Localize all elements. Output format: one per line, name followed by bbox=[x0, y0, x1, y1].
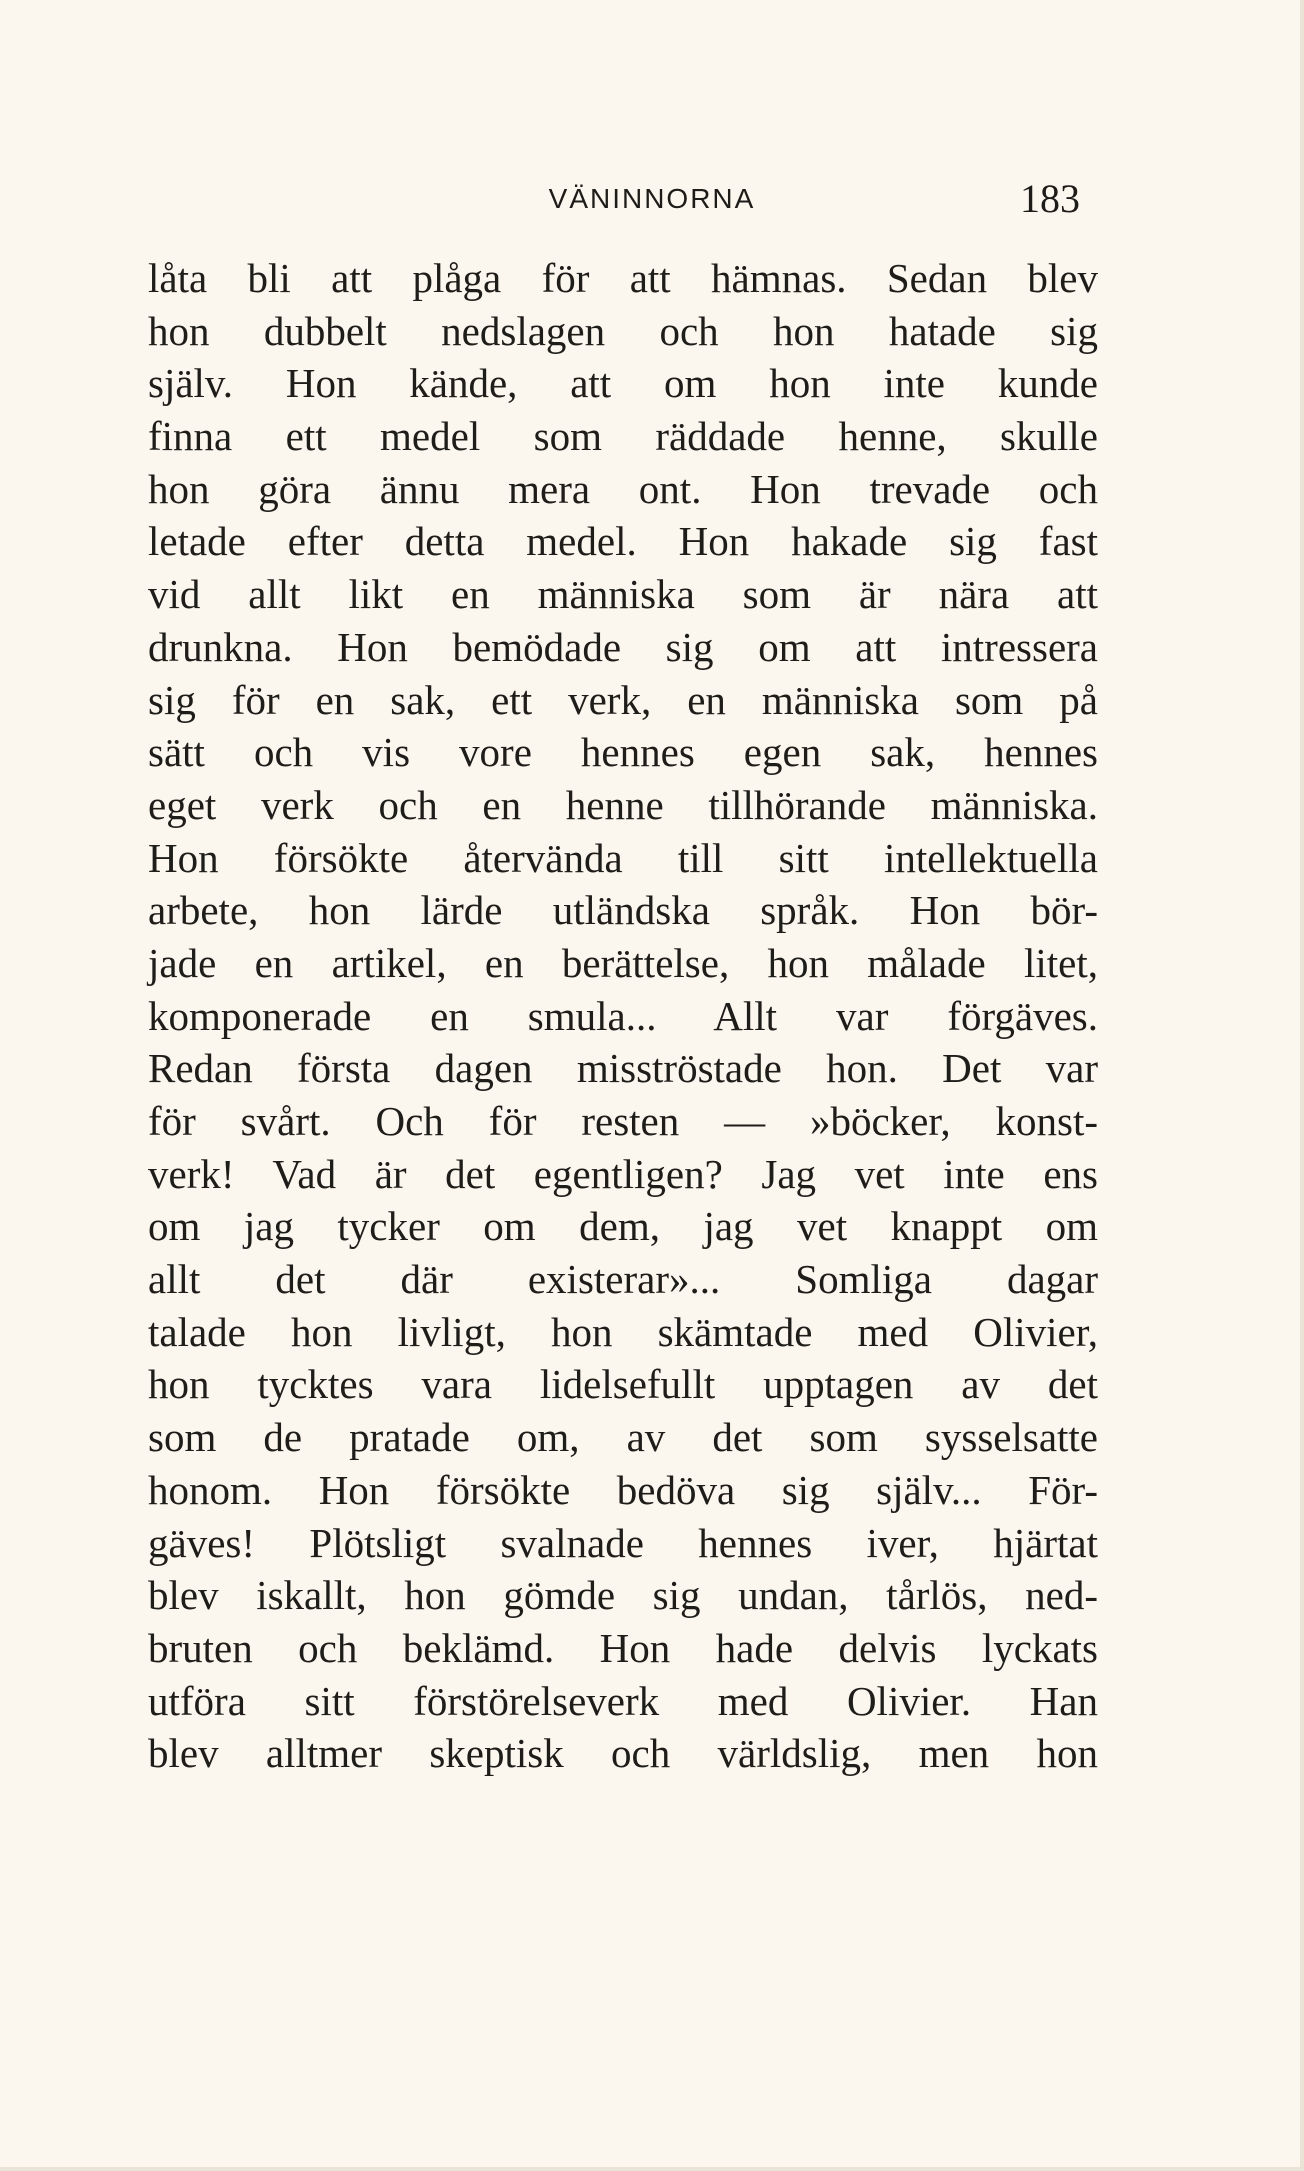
text-line: arbete, hon lärde utländska språk. Hon bör- bbox=[148, 887, 1098, 934]
text-line: hon tycktes vara lidelsefullt upptagen av det bbox=[148, 1361, 1098, 1408]
text-line: letade efter detta medel. Hon hakade sig fast bbox=[148, 518, 1098, 565]
page-number: 183 bbox=[1020, 176, 1080, 221]
text-line: om jag tycker om dem, jag vet knappt om bbox=[148, 1203, 1098, 1250]
text-line: blev iskallt, hon gömde sig undan, tårlös, ned- bbox=[148, 1572, 1098, 1619]
text-line: eget verk och en henne tillhörande människa. bbox=[148, 781, 1098, 828]
body-text bbox=[148, 252, 1098, 1780]
text-line: allt det där existerar»... Somliga dagar bbox=[148, 1256, 1098, 1303]
text-line: jade en artikel, en berättelse, hon målade litet, bbox=[148, 939, 1098, 986]
text-line: hon dubbelt nedslagen och hon hatade sig bbox=[148, 307, 1098, 354]
chapter-title: VÄNINNORNA bbox=[548, 183, 756, 214]
text-line: sätt och vis vore hennes egen sak, hennes bbox=[148, 729, 1098, 776]
text-line: sig för en sak, ett verk, en människa som på bbox=[148, 676, 1098, 723]
text-line: gäves! Plötsligt svalnade hennes iver, hjärtat bbox=[148, 1519, 1098, 1566]
text-line: finna ett medel som räddade henne, skulle bbox=[148, 413, 1098, 460]
text-line: utföra sitt förstörelseverk med Olivier. Han bbox=[148, 1677, 1098, 1724]
text-line: verk! Vad är det egentligen? Jag vet inte ens bbox=[148, 1150, 1098, 1197]
text-line: honom. Hon försökte bedöva sig själv... För- bbox=[148, 1466, 1098, 1513]
text-line: vid allt likt en människa som är nära att bbox=[148, 571, 1098, 618]
text-line: talade hon livligt, hon skämtade med Olivier, bbox=[148, 1308, 1098, 1355]
text-line: själv. Hon kände, att om hon inte kunde bbox=[148, 360, 1098, 407]
text-line: drunkna. Hon bemödade sig om att intressera bbox=[148, 623, 1098, 670]
text-line: låta bli att plåga för att hämnas. Sedan blev bbox=[148, 255, 1098, 301]
text-line: blev alltmer skeptisk och världslig, men hon bbox=[148, 1730, 1098, 1777]
text-line: Redan första dagen misströstade hon. Det var bbox=[148, 1045, 1098, 1092]
text-line: som de pratade om, av det som sysselsatte bbox=[148, 1414, 1098, 1461]
text-line: hon göra ännu mera ont. Hon trevade och bbox=[148, 465, 1098, 512]
text-line: bruten och beklämd. Hon hade delvis lyckats bbox=[148, 1624, 1098, 1671]
text-line: komponerade en smula... Allt var förgäves. bbox=[148, 992, 1098, 1039]
running-head bbox=[0, 175, 1300, 225]
text-line: Hon försökte återvända till sitt intellektuella bbox=[148, 834, 1098, 881]
text-line: för svårt. Och för resten — »böcker, konst- bbox=[148, 1098, 1098, 1144]
